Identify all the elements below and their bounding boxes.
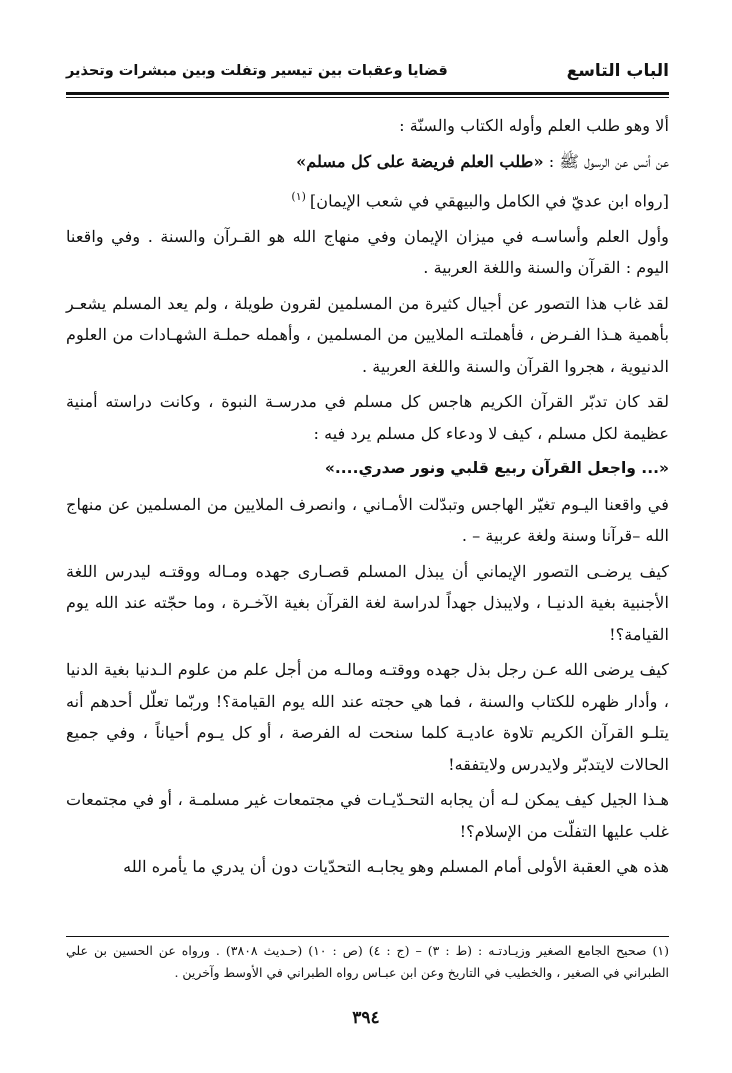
paragraph-6: لقد كان تدبّر القرآن الكريم هاجس كل مسلم في مدرسـة النبوة ، وكانت دراسته أمنية عظيمة لكل مسلم ، كيف لا ودعاء كل مسلم يرد فيه : — [66, 392, 669, 443]
chapter-title: الباب التاسع — [566, 61, 669, 81]
paragraph-10: كيف يرضى الله عـن رجل بذل جهده ووقتـه ومالـه من أجل علم من علوم الـدنيا بغية الدنيا ، وأدار ظهره للكتاب والسنة ، فما هي حجته عند الله يوم القيامة؟! وربّما تعلّل أحدهم أنه يتلـو القرآن الكريم تلاوة عاديـة كلما سنحت له الفرصة ، أو كل يـوم أحياناً ، وفي جميع الحالات لايتدبّر ولايدرس ولايتفقه! — [66, 660, 669, 774]
paragraph-8: في واقعنا اليـوم تغيّر الهاجس وتبدّلت الأمـاني ، وانصرف الملايين من المسلمين عن منهاج الله –قرآنا وسنة ولغة عربية – . — [66, 494, 669, 546]
footnote: (١) صحيح الجامع الصغير وزيـادتـه : (ط : ٣) – (ج : ٤) (ص : ١٠) (حـديث ٣٨٠٨) . ورواه عن الحسين بن علي الطبراني في الصغير ، والخطيب في التاريخ وعن ابن عبـاس رواه الطبراني في الأوسط وآخرين . — [66, 943, 669, 980]
paragraph-4: وأول العلم وأساسـه في ميزان الإيمان وفي منهاج الله هو القـرآن والسنة . وفي واقعنا اليوم : القرآن والسنة واللغة العربية . — [66, 226, 669, 278]
footnote-marker: (١) — [291, 190, 306, 203]
paragraph-11: هـذا الجيل كيف يمكن لـه أن يجابه التحـدّيـات في مجتمعات غير مسلمـة ، أو في مجتمعات غلب عليها التفلّت من الإسلام؟! — [66, 790, 669, 841]
supplication-quote: «... واجعل القرآن ربيع قلبي ونور صدري....» — [324, 459, 669, 478]
hadith-text: «طلب العلم فريضة على كل مسلم» — [296, 151, 544, 171]
paragraph-1: ألا وهو طلب العلم وأوله الكتاب والسنّة : — [399, 116, 669, 135]
paragraph-2 — [66, 146, 669, 178]
hadith-intro: عن أنس عن الرسول ﷺ : — [543, 151, 669, 171]
paragraph-9: كيف يرضـى التصور الإيماني أن يبذل المسلم قصـارى جهده ومـاله ووقتـه ليدرس اللغة الأجنبية بغية الدنيـا ، ولايبذل جهداً لدراسة لغة القرآن بغية الآخـرة ، وما حجّته عند الله يوم القيامة؟! — [66, 561, 669, 644]
paragraph-5: لقد غاب هذا التصور عن أجيال كثيرة من المسلمين لقرون طويلة ، ولم يعد المسلم يشعـر بأهمية هـذا الفـرض ، فأهملتـه الملايين من المسلمين ، وأهمله حملـة الشهـادات من العلوم الدنيوية ، هجروا القرآن والسنة واللغة العربية . — [66, 293, 669, 376]
hadith-citation: [رواه ابن عديّ في الكامل والبيهقي في شعب الإيمان] — [309, 191, 669, 211]
page-number: ٣٩٤ — [352, 1008, 380, 1028]
running-title: قضايا وعقبات بين تيسير وتفلت وبين مبشرات وتحذير — [66, 63, 448, 79]
paragraph-12: هذه هي العقبة الأولى أمام المسلم وهو يجابـه التحدّيات دون أن يدري ما يأمره الله — [123, 857, 669, 877]
header-rule-thin — [66, 97, 669, 98]
body-text — [66, 110, 669, 887]
footnote-rule — [66, 936, 669, 937]
page-header — [66, 52, 669, 90]
paragraph-3 — [66, 181, 669, 217]
header-rule-thick — [66, 92, 669, 95]
